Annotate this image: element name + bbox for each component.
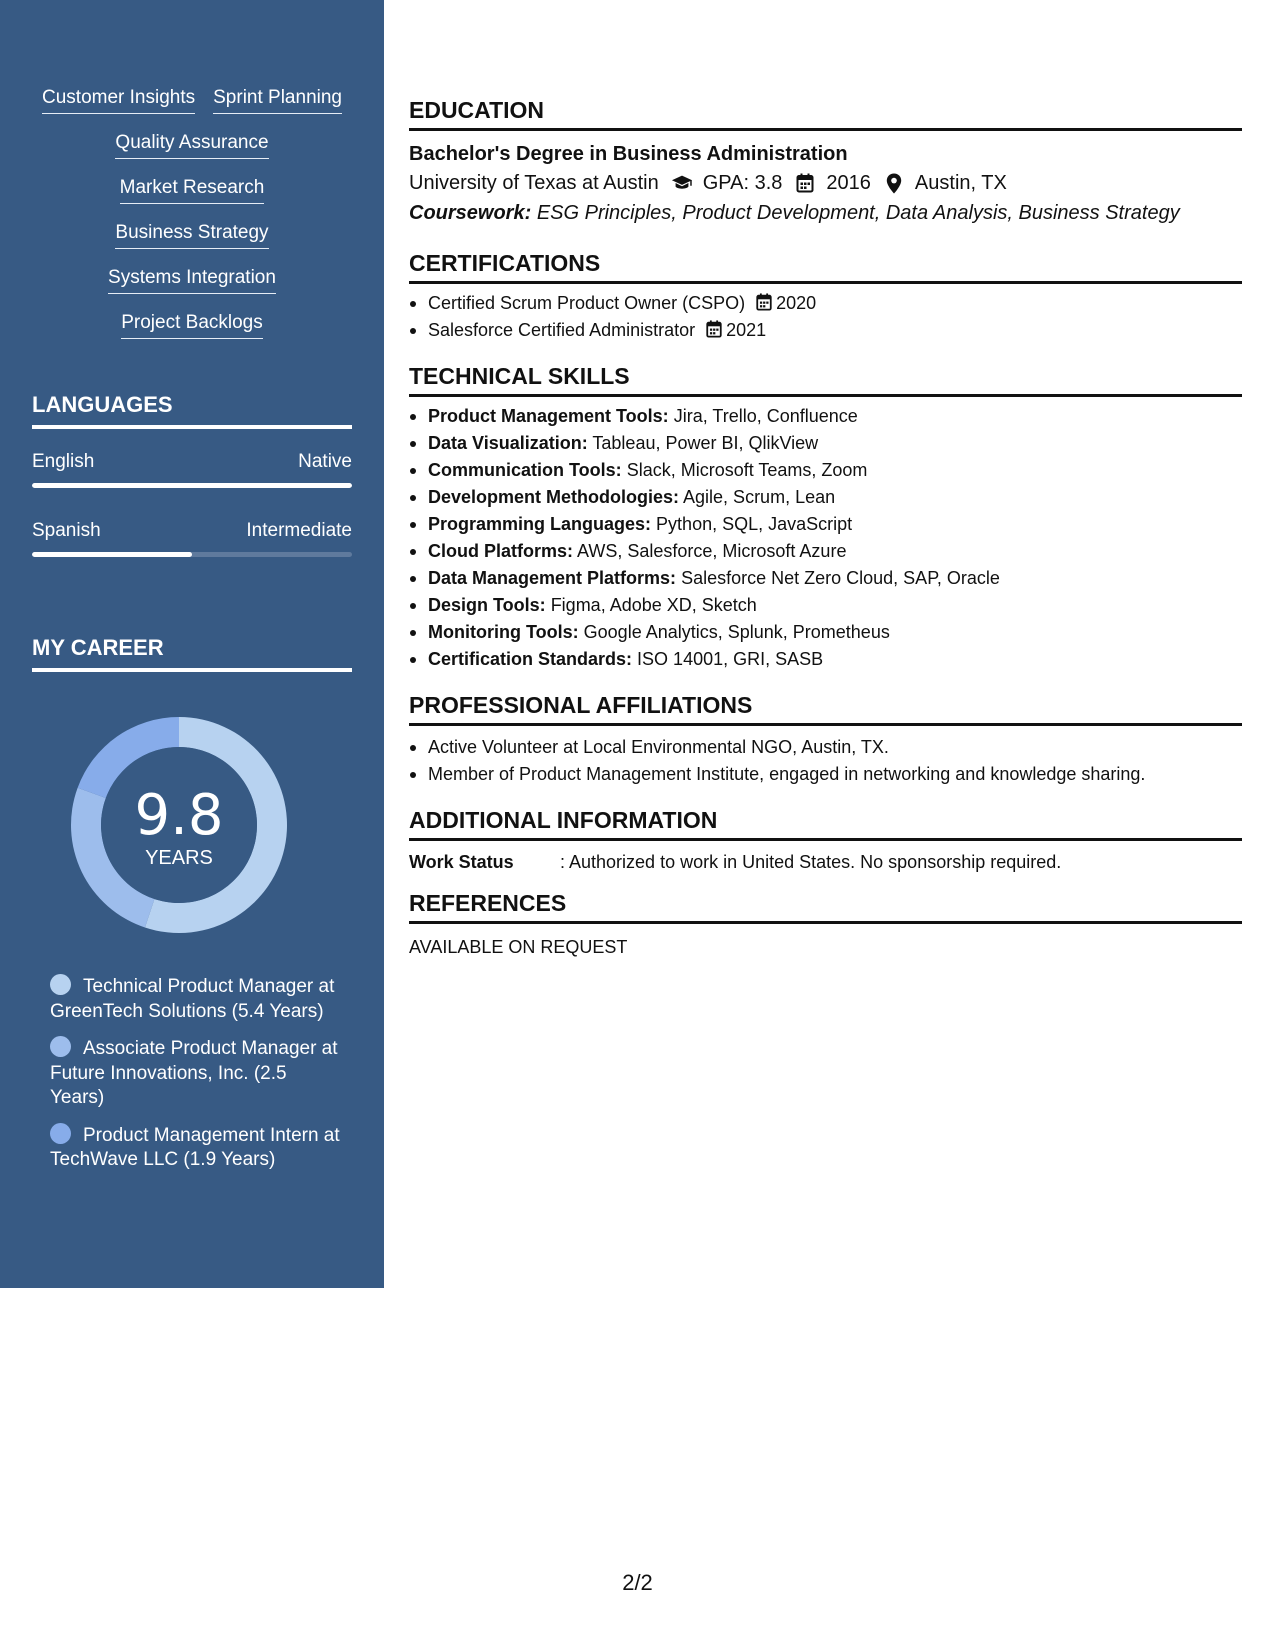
- skill-row: [32, 131, 352, 176]
- additional-info-section: [409, 806, 1242, 875]
- list-item: [409, 290, 1242, 317]
- certifications-list: [409, 290, 1242, 344]
- career-heading: MY CAREER: [32, 634, 352, 672]
- skill-row: [32, 311, 352, 356]
- language-proficiency-bar: [32, 483, 352, 488]
- list-item: [409, 317, 1242, 344]
- languages-heading: LANGUAGES: [32, 391, 352, 429]
- list-item: Member of Product Management Institute, engaged in networking and knowledge sharing.: [409, 761, 1242, 788]
- skill-row: [32, 86, 352, 131]
- references-text: AVAILABLE ON REQUEST: [409, 937, 628, 957]
- skill-tag: Business Strategy: [115, 221, 268, 249]
- skill-label: Monitoring Tools:: [428, 622, 579, 642]
- certification-year: 2021: [726, 320, 767, 340]
- coursework-label: Coursework:: [409, 202, 532, 224]
- language-english: [32, 450, 352, 488]
- affiliations-list: [409, 734, 1242, 788]
- map-pin-icon: [883, 172, 905, 194]
- legend-dot: [50, 1123, 71, 1144]
- skill-tag: Sprint Planning: [213, 86, 342, 114]
- language-name: English: [32, 451, 95, 472]
- language-proficiency-fill: [32, 483, 352, 488]
- list-item: [409, 619, 1242, 646]
- technical-skills-list: [409, 403, 1242, 673]
- gpa: GPA: 3.8: [702, 172, 783, 194]
- career-item: [50, 974, 340, 1024]
- career-donut-chart: [66, 712, 292, 938]
- graduation-year: 2016: [826, 172, 871, 194]
- work-status-label: Work Status: [409, 852, 514, 872]
- coursework-list: ESG Principles, Product Development, Data Analysis, Business Strategy: [536, 202, 1180, 224]
- skill-value: Salesforce Net Zero Cloud, SAP, Oracle: [681, 568, 1000, 588]
- list-item: [409, 430, 1242, 457]
- skill-label: Product Management Tools:: [428, 406, 669, 426]
- career-item: [50, 1036, 340, 1111]
- graduation-cap-icon: [671, 172, 693, 194]
- skill-tag: Market Research: [120, 176, 265, 204]
- skill-row: [32, 221, 352, 266]
- skill-value: AWS, Salesforce, Microsoft Azure: [577, 541, 847, 561]
- skill-value: Tableau, Power BI, QlikView: [592, 433, 819, 453]
- page-number: 2/2: [622, 1570, 653, 1595]
- skill-value: Figma, Adobe XD, Sketch: [550, 595, 757, 615]
- list-item: [409, 457, 1242, 484]
- career-total-value: 9.8: [134, 783, 224, 848]
- section-title: ADDITIONAL INFORMATION: [409, 806, 1242, 841]
- career-item: [50, 1123, 340, 1173]
- calendar-icon: [794, 172, 816, 194]
- career-list: [50, 974, 340, 1185]
- skill-value: Jira, Trello, Confluence: [673, 406, 858, 426]
- career-item-text: Technical Product Manager at GreenTech Solutions (5.4 Years): [50, 976, 335, 1022]
- skill-label: Communication Tools:: [428, 460, 622, 480]
- skill-value: Slack, Microsoft Teams, Zoom: [626, 460, 868, 480]
- skill-tag: Customer Insights: [42, 86, 195, 114]
- work-status-row: [409, 849, 1242, 875]
- skill-label: Data Visualization:: [428, 433, 588, 453]
- degree: Bachelor's Degree in Business Administration: [409, 143, 848, 165]
- skill-value: Google Analytics, Splunk, Prometheus: [583, 622, 890, 642]
- school: University of Texas at Austin: [409, 172, 659, 194]
- sidebar: [0, 0, 384, 1288]
- references-section: [409, 889, 1242, 960]
- skill-tag: Project Backlogs: [121, 311, 263, 339]
- list-item: Active Volunteer at Local Environmental NGO, Austin, TX.: [409, 734, 1242, 761]
- skill-label: Development Methodologies:: [428, 487, 680, 507]
- education-details: [409, 168, 1242, 198]
- school-location: Austin, TX: [914, 172, 1007, 194]
- list-item: [409, 565, 1242, 592]
- language-name: Spanish: [32, 520, 101, 541]
- career-item-text: Associate Product Manager at Future Innovations, Inc. (2.5 Years): [50, 1038, 338, 1108]
- career-total-unit: YEARS: [145, 847, 213, 869]
- list-item: [409, 646, 1242, 673]
- skill-tag: Systems Integration: [108, 266, 276, 294]
- language-proficiency-bar: [32, 552, 352, 557]
- skill-label: Programming Languages:: [428, 514, 652, 534]
- section-title: EDUCATION: [409, 96, 1242, 131]
- skill-label: Data Management Platforms:: [428, 568, 677, 588]
- language-spanish: [32, 519, 352, 557]
- technical-skills-section: [409, 362, 1242, 673]
- affiliations-section: [409, 691, 1242, 788]
- career-item-text: Product Management Intern at TechWave LLC (1.9 Years): [50, 1124, 340, 1170]
- language-level: Native: [298, 451, 352, 472]
- calendar-icon: [705, 320, 723, 338]
- education-section: [409, 96, 1242, 229]
- list-item: [409, 592, 1242, 619]
- legend-dot: [50, 1036, 71, 1057]
- list-item: [409, 538, 1242, 565]
- list-item: [409, 511, 1242, 538]
- certifications-section: [409, 249, 1242, 344]
- language-proficiency-fill: [32, 552, 192, 557]
- skill-value: Python, SQL, JavaScript: [656, 514, 853, 534]
- coursework: [409, 198, 1242, 229]
- skill-value: Agile, Scrum, Lean: [683, 487, 836, 507]
- skill-value: ISO 14001, GRI, SASB: [637, 649, 824, 669]
- list-item: [409, 484, 1242, 511]
- skill-row: [32, 266, 352, 311]
- skill-tags: [32, 86, 352, 356]
- section-title: PROFESSIONAL AFFILIATIONS: [409, 691, 1242, 726]
- skill-row: [32, 176, 352, 221]
- section-title: REFERENCES: [409, 889, 1242, 924]
- legend-dot: [50, 974, 71, 995]
- skill-label: Certification Standards:: [428, 649, 633, 669]
- list-item: [409, 403, 1242, 430]
- work-status-value: : Authorized to work in United States. No sponsorship required.: [560, 852, 1062, 872]
- section-title: TECHNICAL SKILLS: [409, 362, 1242, 397]
- skill-tag: Quality Assurance: [115, 131, 268, 159]
- calendar-icon: [755, 293, 773, 311]
- language-level: Intermediate: [246, 520, 352, 541]
- certification-name: Salesforce Certified Administrator: [428, 320, 696, 340]
- certification-name: Certified Scrum Product Owner (CSPO): [428, 293, 746, 313]
- main-content: [409, 96, 1242, 960]
- skill-label: Design Tools:: [428, 595, 546, 615]
- skill-label: Cloud Platforms:: [428, 541, 574, 561]
- certification-year: 2020: [776, 293, 817, 313]
- section-title: CERTIFICATIONS: [409, 249, 1242, 284]
